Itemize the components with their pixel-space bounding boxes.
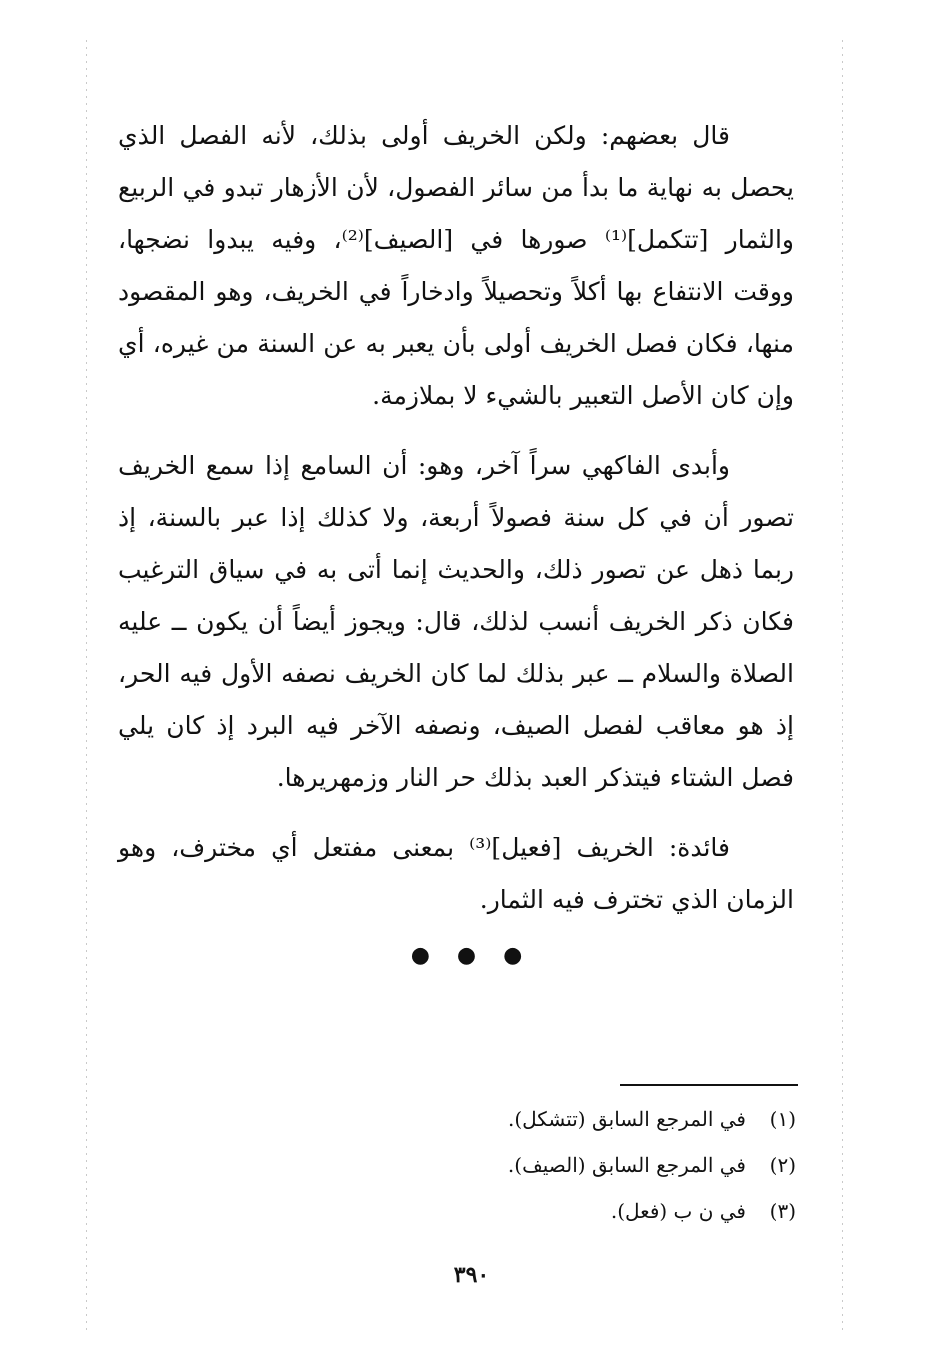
main-text [118,110,794,926]
footnote-item [360,1142,796,1188]
footnote-text: في المرجع السابق (الصيف). [507,1153,746,1177]
footnotes [360,1096,796,1234]
footnote-number: (٢) [769,1153,796,1177]
footnote-number: (١) [769,1107,796,1131]
paragraph-2: وأبدى الفاكهي سراً آخر، وهو: أن السامع إذا سمع الخريف تصور أن في كل سنة فصولاً أربعة، ولا كذلك إذا عبر بالسنة، إذ ربما ذهل عن تصور ذلك، والحديث إنما أتى به في سياق الترغيب فكان ذكر الخريف أنسب لذلك، قال: ويجوز أيضاً أن يكون ــ عليه الصلاة والسلام ــ عبر بذلك لما كان الخريف نصفه الأول فيه الحر، إذ هو معاقب لفصل الصيف، ونصفه الآخر فيه البرد إذ كان يلي فصل الشتاء فيتذكر العبد بذلك حر النار وزمهريرها. [118,451,794,792]
paragraph-1: قال بعضهم: ولكن الخريف أولى بذلك، لأنه الفصل الذي يحصل به نهاية ما بدأ من سائر الفصول، لأن الأزهار تبدو في الربيع والثمار [تتكمل]⁽¹⁾ صورها في [الصيف]⁽²⁾، وفيه يبدوا نضجها، ووقت الانتفاع بها أكلاً وتحصيلاً وادخاراً في الخريف، وهو المقصود منها، فكان فصل الخريف أولى بأن يعبر به عن السنة من غيره، أي وإن كان الأصل التعبير بالشيء لا بملازمة. [118,121,794,410]
footnote-item [360,1188,796,1234]
scan-edge-mark-left [86,40,87,1330]
scan-edge-mark-right [842,40,843,1330]
section-separator-dots: ● ● ● [410,943,533,968]
footnote-item [360,1096,796,1142]
page-number: ٣٩٠ [453,1262,490,1288]
footnote-divider [620,1084,798,1086]
footnote-text: في ن ب (فعل). [610,1199,746,1223]
footnote-number: (٣) [769,1199,796,1223]
footnote-text: في المرجع السابق (تتشكل). [508,1107,746,1131]
paragraph-3: فائدة: الخريف [فعيل]⁽³⁾ بمعنى مفتعل أي مخترف، وهو الزمان الذي تخترف فيه الثمار. [118,833,794,914]
